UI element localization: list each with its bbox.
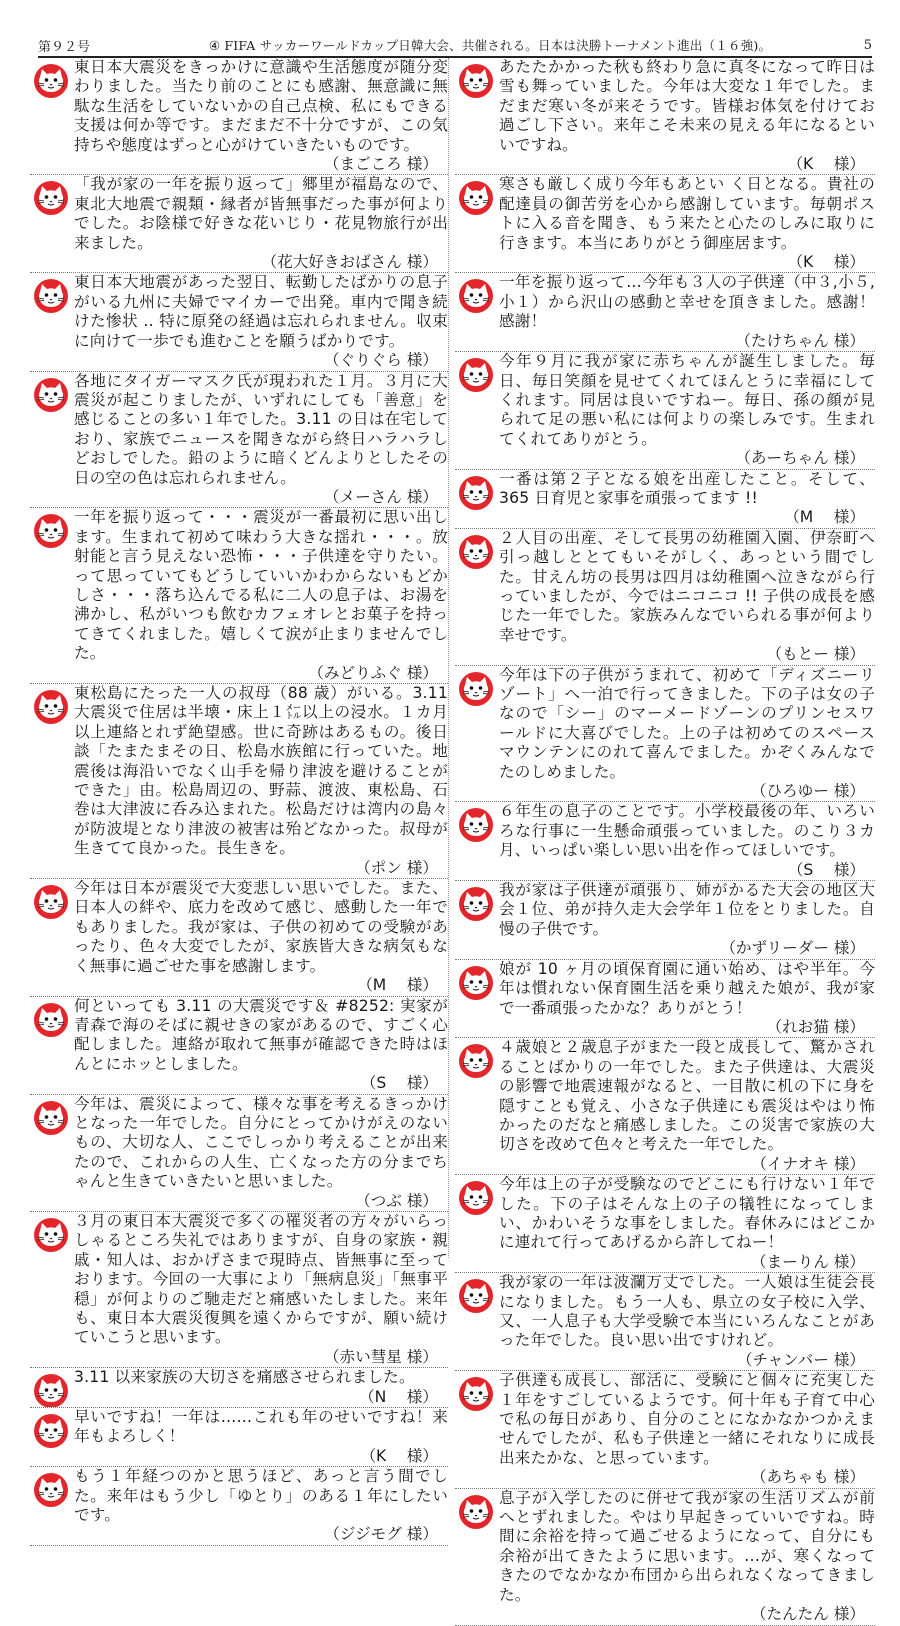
cat-face-icon bbox=[458, 1278, 494, 1314]
message-text: 子供達も成長し、部活に、受験にと個々に充実した１年をすごしているようです。何十年も子育て中心で私の毎日があり、自分のことになかなかつかえませんでしたが、私も子供達と一緒にそれなりに成長出来たかな、と思っています。 bbox=[499, 1371, 875, 1467]
cat-face-icon bbox=[33, 1373, 69, 1408]
message-signature: （K 様） bbox=[787, 253, 865, 272]
cat-face-icon bbox=[33, 1413, 69, 1449]
column-divider bbox=[448, 58, 449, 1258]
cat-face-icon bbox=[458, 1180, 494, 1216]
reader-message bbox=[455, 1273, 875, 1371]
cat-face-icon bbox=[33, 180, 69, 216]
page-header bbox=[38, 34, 872, 58]
reader-message bbox=[30, 1368, 448, 1408]
issue-number: 第９２号 bbox=[38, 39, 91, 55]
message-signature: （もとー 様） bbox=[766, 645, 865, 664]
reader-message bbox=[455, 352, 875, 469]
reader-message bbox=[30, 372, 448, 509]
reader-message bbox=[455, 1175, 875, 1273]
message-text: 「我が家の一年を振り返って」郷里が福島なので、東北大地震で親類・縁者が皆無事だった事が何よりでした。お陰様で好きな花いじり・花見物旅行が出来ました。 bbox=[74, 175, 448, 252]
right-column bbox=[455, 58, 875, 1626]
message-text: ２人目の出産、そして長男の幼稚園入園、伊奈町へ引っ越しととてもいそがしく、あっという間でした。甘えん坊の長男は四月は幼稚園へ泣きながら行っていましたが、今ではニコニコ !! 子供の成長を感じた一年でした。家族みんなでいられる事が何より幸せです。 bbox=[499, 528, 875, 644]
message-signature: （あーちゃん 様） bbox=[735, 449, 865, 468]
reader-message bbox=[455, 802, 875, 881]
message-signature: （みどりふぐ 様） bbox=[308, 663, 438, 682]
cat-face-icon bbox=[33, 1217, 69, 1253]
reader-message bbox=[455, 1371, 875, 1488]
reader-message bbox=[455, 470, 875, 529]
message-text: 一年を振り返って・・・震災が一番最初に思い出します。生まれて初めて味わう大きな揺れ・・・。放射能と言う見えない恐怖・・・子供達を守りたい。って思っていてもどうしていいかわからないもどかしさ・・・落ち込んでる私に二人の息子は、お湯を沸かし、私がいつも飲むカフェオレとお菓子を持ってきてくれました。嬉しくて涙が止まりませんでした。 bbox=[74, 508, 448, 663]
cat-face-icon bbox=[33, 377, 69, 413]
cat-face-icon bbox=[458, 534, 494, 570]
reader-message bbox=[455, 58, 875, 175]
message-text: 3.11 以来家族の大切さを痛感させられました。 bbox=[74, 1368, 415, 1387]
reader-message bbox=[30, 58, 448, 175]
cat-face-icon bbox=[33, 1100, 69, 1136]
message-signature: （ひろゆー 様） bbox=[750, 782, 865, 801]
cat-face-icon bbox=[458, 1376, 494, 1412]
reader-message bbox=[455, 1489, 875, 1626]
reader-message bbox=[30, 175, 448, 273]
header-headline: ④ FIFA サッカーワールドカップ日韓大会、共催される。日本は決勝トーナメント進出（１６強)。 bbox=[208, 38, 772, 53]
message-signature: （つぶ 様） bbox=[355, 1191, 438, 1210]
reader-message bbox=[455, 273, 875, 352]
message-signature: （チャンバー 様） bbox=[736, 1350, 865, 1369]
message-text: 東日本大地震があった翌日、転勤したばかりの息子がいる九州に夫婦でマイカーで出発。車内で聞き続けた惨状 .. 特に原発の経過は忘れられません。収束に向けて一歩でも進むことを願うばかりです。 bbox=[74, 273, 448, 350]
cat-face-icon bbox=[458, 180, 494, 216]
reader-message bbox=[455, 175, 875, 273]
message-signature: （ジジモグ 様） bbox=[324, 1525, 438, 1544]
message-signature: （れお猫 様） bbox=[766, 1017, 865, 1036]
cat-face-icon bbox=[458, 965, 494, 1001]
reader-message bbox=[455, 529, 875, 666]
message-text: 早いですね！一年は……これも年のせいですね！来年もよろしく！ bbox=[74, 1408, 448, 1446]
cat-face-icon bbox=[33, 689, 69, 725]
cat-face-icon bbox=[458, 807, 494, 843]
reader-message bbox=[455, 666, 875, 803]
message-text: 一番は第２子となる娘を出産したこと。そして、365 日育児と家事を頑張ってます !! bbox=[499, 469, 875, 507]
message-signature: （ぐりぐら 様） bbox=[323, 351, 438, 370]
message-signature: （K 様） bbox=[360, 1446, 438, 1465]
message-signature: （M 様） bbox=[357, 976, 438, 995]
cat-face-icon bbox=[458, 357, 494, 393]
message-signature: （ポン 様） bbox=[355, 858, 438, 877]
message-text: もう１年経つのかと思うほど、あっと言う間でした。来年はもう少し「ゆとり」のある１年にしたいです。 bbox=[74, 1467, 448, 1525]
reader-message bbox=[30, 508, 448, 684]
cat-face-icon bbox=[33, 884, 69, 920]
cat-face-icon bbox=[33, 513, 69, 549]
message-signature: （たんたん 様） bbox=[750, 1605, 865, 1624]
message-text: 東松島にたった一人の叔母（88 歳）がいる。3.11 大震災で住居は半壊・床上１㍍以上の浸水。１カ月以上連絡とれず絶望感。世に奇跡はあるもの。後日談「たまたまその日、松島水族館に行っていた。地震後は海沿いでなく山手を帰り津波を避けることができた」由。松島周辺の、野蒜、渡波、東松島、石巻は大津波に呑み込まれた。松島だけは湾内の島々が防波堤となり津波の被害は殆どなかった。叔母が生きてて良かった。長生きを。 bbox=[74, 684, 448, 858]
message-signature: （あちゃも 様） bbox=[750, 1468, 865, 1487]
cat-face-icon bbox=[458, 63, 494, 99]
reader-message bbox=[30, 1212, 448, 1368]
message-signature: （K 様） bbox=[787, 155, 865, 174]
cat-face-icon bbox=[458, 671, 494, 707]
message-signature: （まーりん 様） bbox=[750, 1252, 865, 1271]
message-text: あたたかかった秋も終わり急に真冬になって昨日は雪も舞っていました。今年は大変な１年でした。まだまだ寒い冬が来そうです。皆様お体気を付けてお過ごし下さい。来年こそ未来の見える年になるといいですね。 bbox=[499, 58, 875, 154]
message-text: ６年生の息子のことです。小学校最後の年、いろいろな行事に一生懸命頑張っていました。のこり３カ月、いっぱい楽しい思い出を作ってほしいです。 bbox=[499, 802, 875, 860]
reader-message bbox=[30, 684, 448, 879]
cat-face-icon bbox=[33, 1472, 69, 1508]
reader-message bbox=[30, 879, 448, 996]
message-signature: （たけちゃん 様） bbox=[735, 331, 865, 350]
message-signature: （M 様） bbox=[784, 508, 865, 527]
cat-face-icon bbox=[458, 1494, 494, 1530]
message-signature: （S 様） bbox=[360, 1074, 438, 1093]
cat-face-icon bbox=[458, 1043, 494, 1079]
cat-face-icon bbox=[33, 63, 69, 99]
page-number: 5 bbox=[863, 37, 872, 53]
message-text: 今年９月に我が家に赤ちゃんが誕生しました。毎日、毎日笑顔を見せてくれてほんとうに幸福にしてくれます。同居は良いですねー。毎日、孫の顔が見られて足の悪い私には何よりの楽しみです。生まれてくれてありがとう。 bbox=[499, 352, 875, 448]
message-text: 何といっても 3.11 の大震災です＆ #8252: 実家が青森で海のそばに親せきの家があるので、すごく心配しました。連絡が取れて無事が確認できた時はほんとにホッとしました。 bbox=[74, 996, 448, 1073]
message-text: 今年は、震災によって、様々な事を考えるきっかけとなった一年でした。自分にとってかけがえのないもの、大切な人、ここでしっかり考えることが出来たので、これからの人生、亡くなった方の分までちゃんと生きていきたいと思いました。 bbox=[74, 1094, 448, 1191]
message-signature: （赤い彗星 様） bbox=[323, 1347, 438, 1366]
message-text: 今年は日本が震災で大変悲しい思いでした。また、日本人の絆や、底力を改めて感じ、感動した一年でもありました。我が家は、子供の初めての受験があったり、色々大変でしたが、家族皆大きな病気もなく無事に過ごせた事を感謝します。 bbox=[74, 879, 448, 975]
reader-message bbox=[30, 1408, 448, 1467]
reader-message bbox=[30, 997, 448, 1095]
reader-message bbox=[30, 273, 448, 371]
reader-message bbox=[455, 960, 875, 1039]
message-text: ４歳娘と２歳息子がまた一段と成長して、驚かされることばかりの一年でした。また子供達は、大震災の影響で地震速報がなると、一目散に机の下に身を隠すことも覚え、小さな子供達にも震災はやはり怖かったのだなと痛感しました。この災害で家族の大切さを改めて色々と考えた一年でした。 bbox=[499, 1038, 875, 1154]
cat-face-icon bbox=[458, 886, 494, 922]
message-signature: （イナオキ 様） bbox=[751, 1154, 865, 1173]
message-text: ３月の東日本大震災で多くの罹災者の方々がいらっしゃるところ失礼ではありますが、自身の家族・親戚・知人は、おかげさまで現時点、皆無事に至っております。今回の一大事により「無病息災」「無事平穏」が何よりのご馳走だと痛感いたしました。来年も、東日本大震災復興を遠くからですが、願い続けていこうと思います。 bbox=[74, 1211, 448, 1347]
message-text: 寒さも厳しく成り今年もあとい く日となる。貴社の配達員の御苦労を心から感謝しています。毎朝ポストに入る音を聞き、もう来たと心たのしみに取りに行きます。本当にありがとう御座居ます。 bbox=[499, 175, 875, 252]
message-text: 一年を振り返って…今年も３人の子供達（中３,小５,小１）から沢山の感動と幸せを頂きました。感謝！感謝！ bbox=[499, 273, 875, 331]
reader-message bbox=[455, 881, 875, 960]
cat-face-icon bbox=[458, 475, 494, 511]
reader-message bbox=[30, 1467, 448, 1546]
message-text: 我が家は子供達が頑張り、姉がかるた大会の地区大会１位、弟が持久走大会学年１位をとりました。自慢の子供です。 bbox=[499, 881, 875, 938]
message-signature: （まごころ 様） bbox=[323, 155, 438, 174]
message-signature: （N 様） bbox=[359, 1387, 438, 1406]
message-text: 今年は下の子供がうまれて、初めて「ディズニーリゾート」へ一泊で行ってきました。下の子は女の子なので「シー」のマーメードゾーンのプリンセスワールドに大喜びでした。上の子は初めてのスペースマウンテンにのれて喜んでました。かぞくみんなでたのしめました。 bbox=[499, 665, 875, 781]
reader-message bbox=[455, 1038, 875, 1175]
message-text: 各地にタイガーマスク氏が現われた１月。３月に大震災が起こりましたが、いずれにしても「善意」を感じることの多い１年でした。3.11 の日は在宅しており、家族でニュースを聞きながら終日ハラハラしどおしでした。鉛のように暗くどんよりとしたその日の空の色は忘れられません。 bbox=[74, 371, 448, 487]
left-column bbox=[30, 58, 448, 1546]
message-text: 今年は上の子が受験なのでどこにも行けない１年でした。下の子はそんな上の子の犠牲になってしまい、かわいそうな事をしました。春休みにはどこかに連れて行ってあげるから許してねー！ bbox=[499, 1175, 875, 1252]
reader-message bbox=[30, 1095, 448, 1212]
message-signature: （花大好きおばさん 様） bbox=[261, 253, 438, 272]
message-text: 東日本大震災をきっかけに意識や生活態度が随分変わりました。当たり前のことにも感謝、無意識に無駄な生活をしていないかの自己点検、私にもできる支援は何か等です。まだまだ不十分ですが、この気持ちや態度はずっと心がけていきたいものです。 bbox=[74, 58, 448, 154]
message-signature: （S 様） bbox=[787, 860, 865, 879]
message-signature: （かずリーダー 様） bbox=[720, 939, 865, 958]
message-text: 息子が入学したのに併せて我が家の生活リズムが前へとずれました。やはり早起きっていいですね。時間に余裕を持って過ごせるようになって、自分にも余裕が出てきたように思います。…が、寒くなってきたのでなかなか布団から出られなくなってきました。 bbox=[499, 1488, 875, 1604]
cat-face-icon bbox=[33, 278, 69, 314]
cat-face-icon bbox=[33, 1002, 69, 1038]
message-text: 娘が 10 ヶ月の頃保育園に通い始め、はや半年。今年は慣れない保育園生活を乗り越えた娘が、我が家で一番頑張ったかな？ありがとう！ bbox=[499, 959, 875, 1017]
message-signature: （メーさん 様） bbox=[323, 487, 438, 506]
cat-face-icon bbox=[458, 278, 494, 314]
message-text: 我が家の一年は波瀾万丈でした。一人娘は生徒会長になりました。もう一人も、県立の女子校に入学、又、一人息子も大学受験で本当にいろんなことがあった年でした。良い思い出ですけれど。 bbox=[499, 1273, 875, 1350]
